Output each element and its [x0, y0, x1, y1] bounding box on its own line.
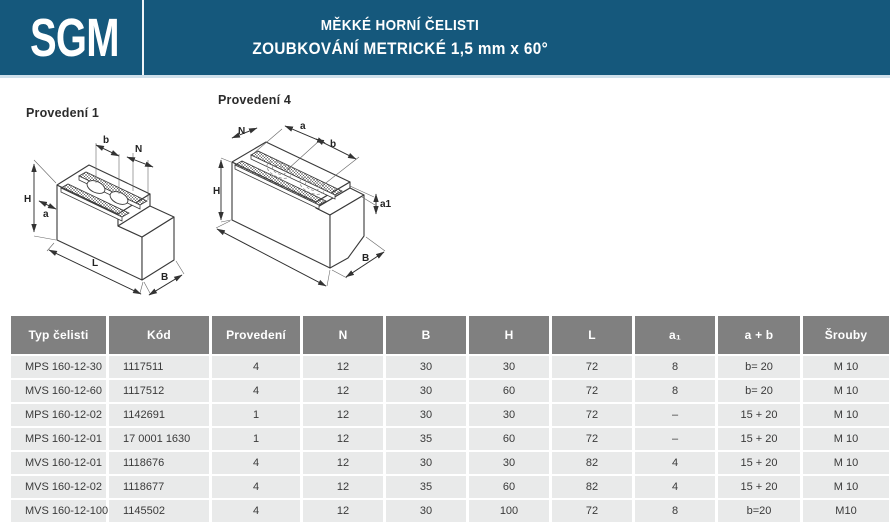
dim-label-a1: a1: [380, 199, 392, 210]
table-cell: 15 + 20: [718, 428, 800, 450]
table-cell: 1118677: [109, 476, 209, 498]
table-cell: 30: [386, 404, 466, 426]
table-cell: 82: [552, 452, 632, 474]
column-header: a₁: [635, 316, 715, 354]
table-cell: 35: [386, 428, 466, 450]
table-cell: 4: [212, 476, 300, 498]
table-cell: 12: [303, 500, 383, 522]
table-cell: 60: [469, 476, 549, 498]
table-cell: 1118676: [109, 452, 209, 474]
dim-label-H: H: [24, 194, 32, 205]
table-cell: 4: [212, 380, 300, 402]
column-header: H: [469, 316, 549, 354]
table-row: [11, 380, 889, 402]
table-row: [11, 356, 889, 378]
column-header: Provedení: [212, 316, 300, 354]
table-cell: 12: [303, 380, 383, 402]
table-cell: 82: [552, 476, 632, 498]
table-cell: 60: [469, 428, 549, 450]
table-cell: M 10: [803, 380, 889, 402]
table-cell: 72: [552, 380, 632, 402]
table-cell: MPS 160-12-02: [11, 404, 106, 426]
table-cell: 1142691: [109, 404, 209, 426]
table-cell: M 10: [803, 404, 889, 426]
table-cell: 35: [386, 476, 466, 498]
brand-logo: SGM: [30, 8, 119, 68]
table-cell: MPS 160-12-30: [11, 356, 106, 378]
table-row: [11, 452, 889, 474]
table-row: [11, 404, 889, 426]
table-cell: 30: [386, 452, 466, 474]
table-cell: MVS 160-12-100: [11, 500, 106, 522]
title-line-1: MĚKKÉ HORNÍ ČELISTI: [320, 16, 480, 34]
table-cell: 1117511: [109, 356, 209, 378]
column-header: N: [303, 316, 383, 354]
page-title: [142, 0, 658, 75]
dim-label-b: b: [103, 135, 110, 146]
table-row: [11, 428, 889, 450]
table-cell: 30: [386, 356, 466, 378]
dim-label-a: a: [43, 209, 49, 220]
column-header: a + b: [718, 316, 800, 354]
table-cell: 4: [212, 356, 300, 378]
table-cell: –: [635, 404, 715, 426]
table-cell: M 10: [803, 428, 889, 450]
table-cell: 4: [212, 500, 300, 522]
dim-label-b: b: [330, 139, 337, 150]
column-header: Šrouby: [803, 316, 889, 354]
table-cell: 1: [212, 428, 300, 450]
jaw-isometric-drawing-1: [20, 103, 212, 303]
title-line-2: ZOUBKOVÁNÍ METRICKÉ 1,5 mm x 60°: [252, 38, 548, 58]
spec-table: [8, 314, 890, 524]
table-cell: 30: [386, 380, 466, 402]
table-cell: 15 + 20: [718, 404, 800, 426]
table-cell: M10: [803, 500, 889, 522]
table-cell: 12: [303, 356, 383, 378]
table-cell: 17 0001 1630: [109, 428, 209, 450]
table-cell: 8: [635, 356, 715, 378]
table-cell: 15 + 20: [718, 452, 800, 474]
column-header: Typ čelisti: [11, 316, 106, 354]
table-cell: MVS 160-12-60: [11, 380, 106, 402]
column-header: Kód: [109, 316, 209, 354]
dim-label-B: B: [362, 253, 370, 264]
table-cell: 12: [303, 452, 383, 474]
dim-label-B: B: [161, 272, 169, 283]
table-cell: 72: [552, 356, 632, 378]
table-cell: MVS 160-12-02: [11, 476, 106, 498]
table-cell: 15 + 20: [718, 476, 800, 498]
table-cell: 72: [552, 428, 632, 450]
table-cell: 100: [469, 500, 549, 522]
header-banner: [0, 0, 890, 78]
table-cell: 8: [635, 500, 715, 522]
table-cell: 30: [469, 356, 549, 378]
table-cell: 12: [303, 428, 383, 450]
header-row: [11, 316, 889, 354]
table-cell: MVS 160-12-01: [11, 452, 106, 474]
table-cell: 72: [552, 404, 632, 426]
table-cell: 1: [212, 404, 300, 426]
table-cell: 30: [469, 404, 549, 426]
column-header: L: [552, 316, 632, 354]
table-cell: 4: [635, 476, 715, 498]
table-cell: 12: [303, 404, 383, 426]
jaw-isometric-drawing-4: [212, 90, 477, 308]
table-cell: 4: [635, 452, 715, 474]
jaw-block-1: [57, 165, 174, 280]
table-cell: 4: [212, 452, 300, 474]
drawing-provedeni-4: [212, 90, 477, 308]
table-cell: b=20: [718, 500, 800, 522]
table-cell: 72: [552, 500, 632, 522]
table-cell: 60: [469, 380, 549, 402]
dim-label-N: N: [238, 126, 246, 137]
table-row: [11, 476, 889, 498]
column-header: B: [386, 316, 466, 354]
dim-label-H: H: [213, 186, 221, 197]
drawing-1-label: Provedení 1: [26, 106, 100, 120]
table-cell: b= 20: [718, 356, 800, 378]
jaw-block-4: [232, 142, 364, 268]
dim-label-a: a: [300, 121, 306, 132]
table-cell: MPS 160-12-01: [11, 428, 106, 450]
drawing-4-label: Provedení 4: [218, 93, 292, 107]
dim-label-L: L: [92, 258, 99, 269]
table-cell: –: [635, 428, 715, 450]
dim-label-N: N: [135, 144, 143, 155]
table-cell: 30: [469, 452, 549, 474]
table-cell: 1117512: [109, 380, 209, 402]
table-cell: 1145502: [109, 500, 209, 522]
table-cell: M 10: [803, 452, 889, 474]
table-cell: 30: [386, 500, 466, 522]
table-cell: b= 20: [718, 380, 800, 402]
table-cell: M 10: [803, 476, 889, 498]
table-cell: 12: [303, 476, 383, 498]
drawing-provedeni-1: [20, 103, 212, 303]
table-cell: M 10: [803, 356, 889, 378]
table-cell: 8: [635, 380, 715, 402]
